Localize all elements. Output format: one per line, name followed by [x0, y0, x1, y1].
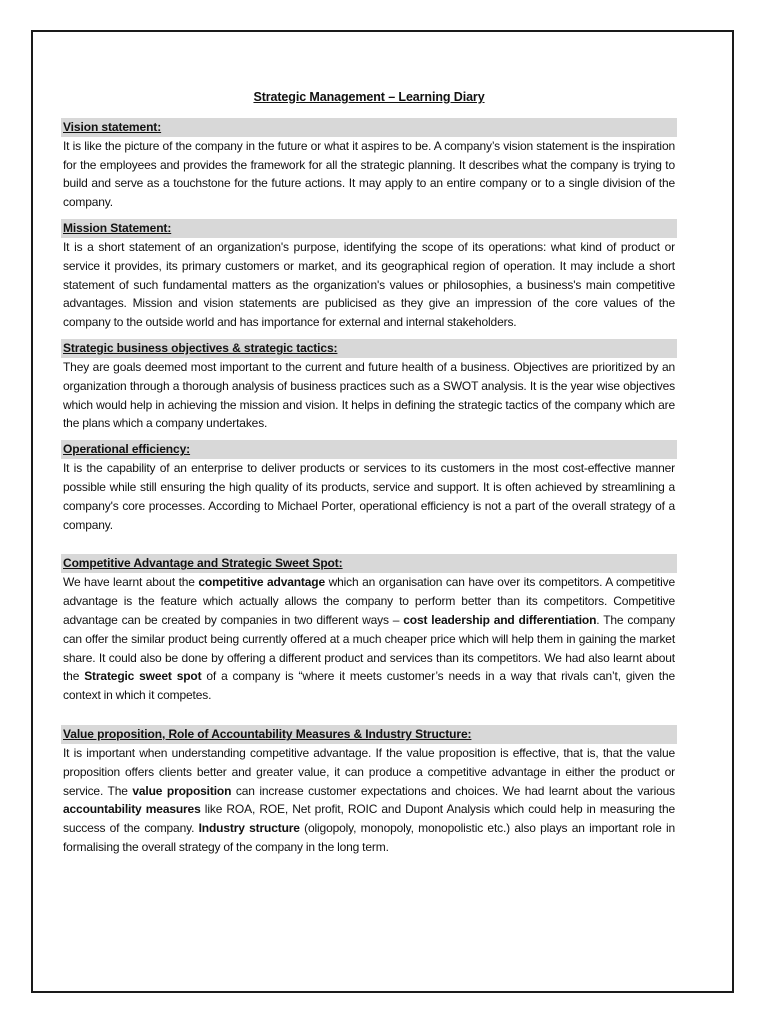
section-paragraph: They are goals deemed most important to the current and future health of a business. Objectives are prioritized by an organization through a thorough analysis of business practices such as a SWOT analysis. It is the year wise objectives which would help in achieving the mission and vision. It helps in defining the strategic tactics of the company which are the plans which a company undertakes.: [63, 359, 675, 431]
bold-term: Strategic sweet spot: [84, 669, 202, 684]
section-competitive-advantage: [61, 554, 677, 705]
bold-term: Industry structure: [198, 821, 300, 836]
section-heading: Strategic business objectives & strategic tactics:: [61, 339, 677, 358]
section-mission: [61, 219, 677, 332]
bold-term: competitive advantage: [198, 575, 326, 590]
section-paragraph: We have learnt about the competitive advantage which an organisation can have over its competitors. A competitive advantage is the feature which actually allows the company to perform better than its competitors. Competitive advantage can be created by companies in two different ways – cost leadership and differentiation. The company can offer the similar product being currently offered at a much cheaper price which will help them in gaining the market share. It could also be done by offering a different product and services than its competitors. We had also learnt about the Strategic sweet spot of a company is “where it meets customer’s needs in a way that rivals can’t, given the context in which it competes.: [63, 575, 676, 703]
document-title: Strategic Management – Learning Diary: [253, 90, 485, 104]
section-heading: Competitive Advantage and Strategic Sweet Spot:: [61, 554, 677, 573]
bold-term: value proposition: [132, 783, 232, 798]
bold-term: accountability measures: [63, 802, 201, 817]
section-operational-efficiency: [61, 440, 677, 534]
section-heading: Mission Statement:: [61, 219, 677, 238]
section-paragraph: It is the capability of an enterprise to deliver products or services to its customers in the most cost-effective manner possible while still ensuring the high quality of its products, service and support. It is often achieved by streamlining a company's core processes. According to Michael Porter, operational efficiency is not a part of the overall strategy of a company.: [63, 461, 675, 532]
bold-term: cost leadership and differentiation: [403, 612, 597, 627]
section-paragraph: It is important when understanding competitive advantage. If the value proposition is effective, that is, that the value proposition offers clients better and greater value, it can produce a competitive advantage in either the product or service. The value proposition can increase customer expectations and choices. We had learnt about the various accountability measures like ROA, ROE, Net profit, ROIC and Dupont Analysis which could help in measuring the success of the company. Industry structure (oligopoly, monopoly, monopolistic etc.) also plays an important role in formalising the overall strategy of the company in the long term.: [63, 745, 676, 854]
section-vision: [61, 118, 677, 212]
section-paragraph: It is like the picture of the company in the future or what it aspires to be. A company’s vision statement is the inspiration for the employees and provides the framework for all the strategic planning. It describes what the company is trying to build and serve as a touchstone for the future actions. It may apply to an entire company or to a single division of the company.: [63, 138, 675, 210]
document-body: [61, 70, 677, 857]
section-value-proposition: [61, 725, 677, 857]
section-heading: Value proposition, Role of Accountability Measures & Industry Structure:: [61, 725, 677, 744]
section-heading: Operational efficiency:: [61, 440, 677, 459]
section-objectives: [61, 339, 677, 433]
section-paragraph: It is a short statement of an organization's purpose, identifying the scope of its operations: what kind of product or service it provides, its primary customers or market, and its geographical region of operation. It may include a short statement of such fundamental matters as the organization's values or philosophies, a business's main competitive advantages. Mission and vision statements are publicised as they give an impression of the core values of the company to the outside world and has importance for external and internal stakeholders.: [63, 239, 675, 330]
section-heading: Vision statement:: [61, 118, 677, 137]
